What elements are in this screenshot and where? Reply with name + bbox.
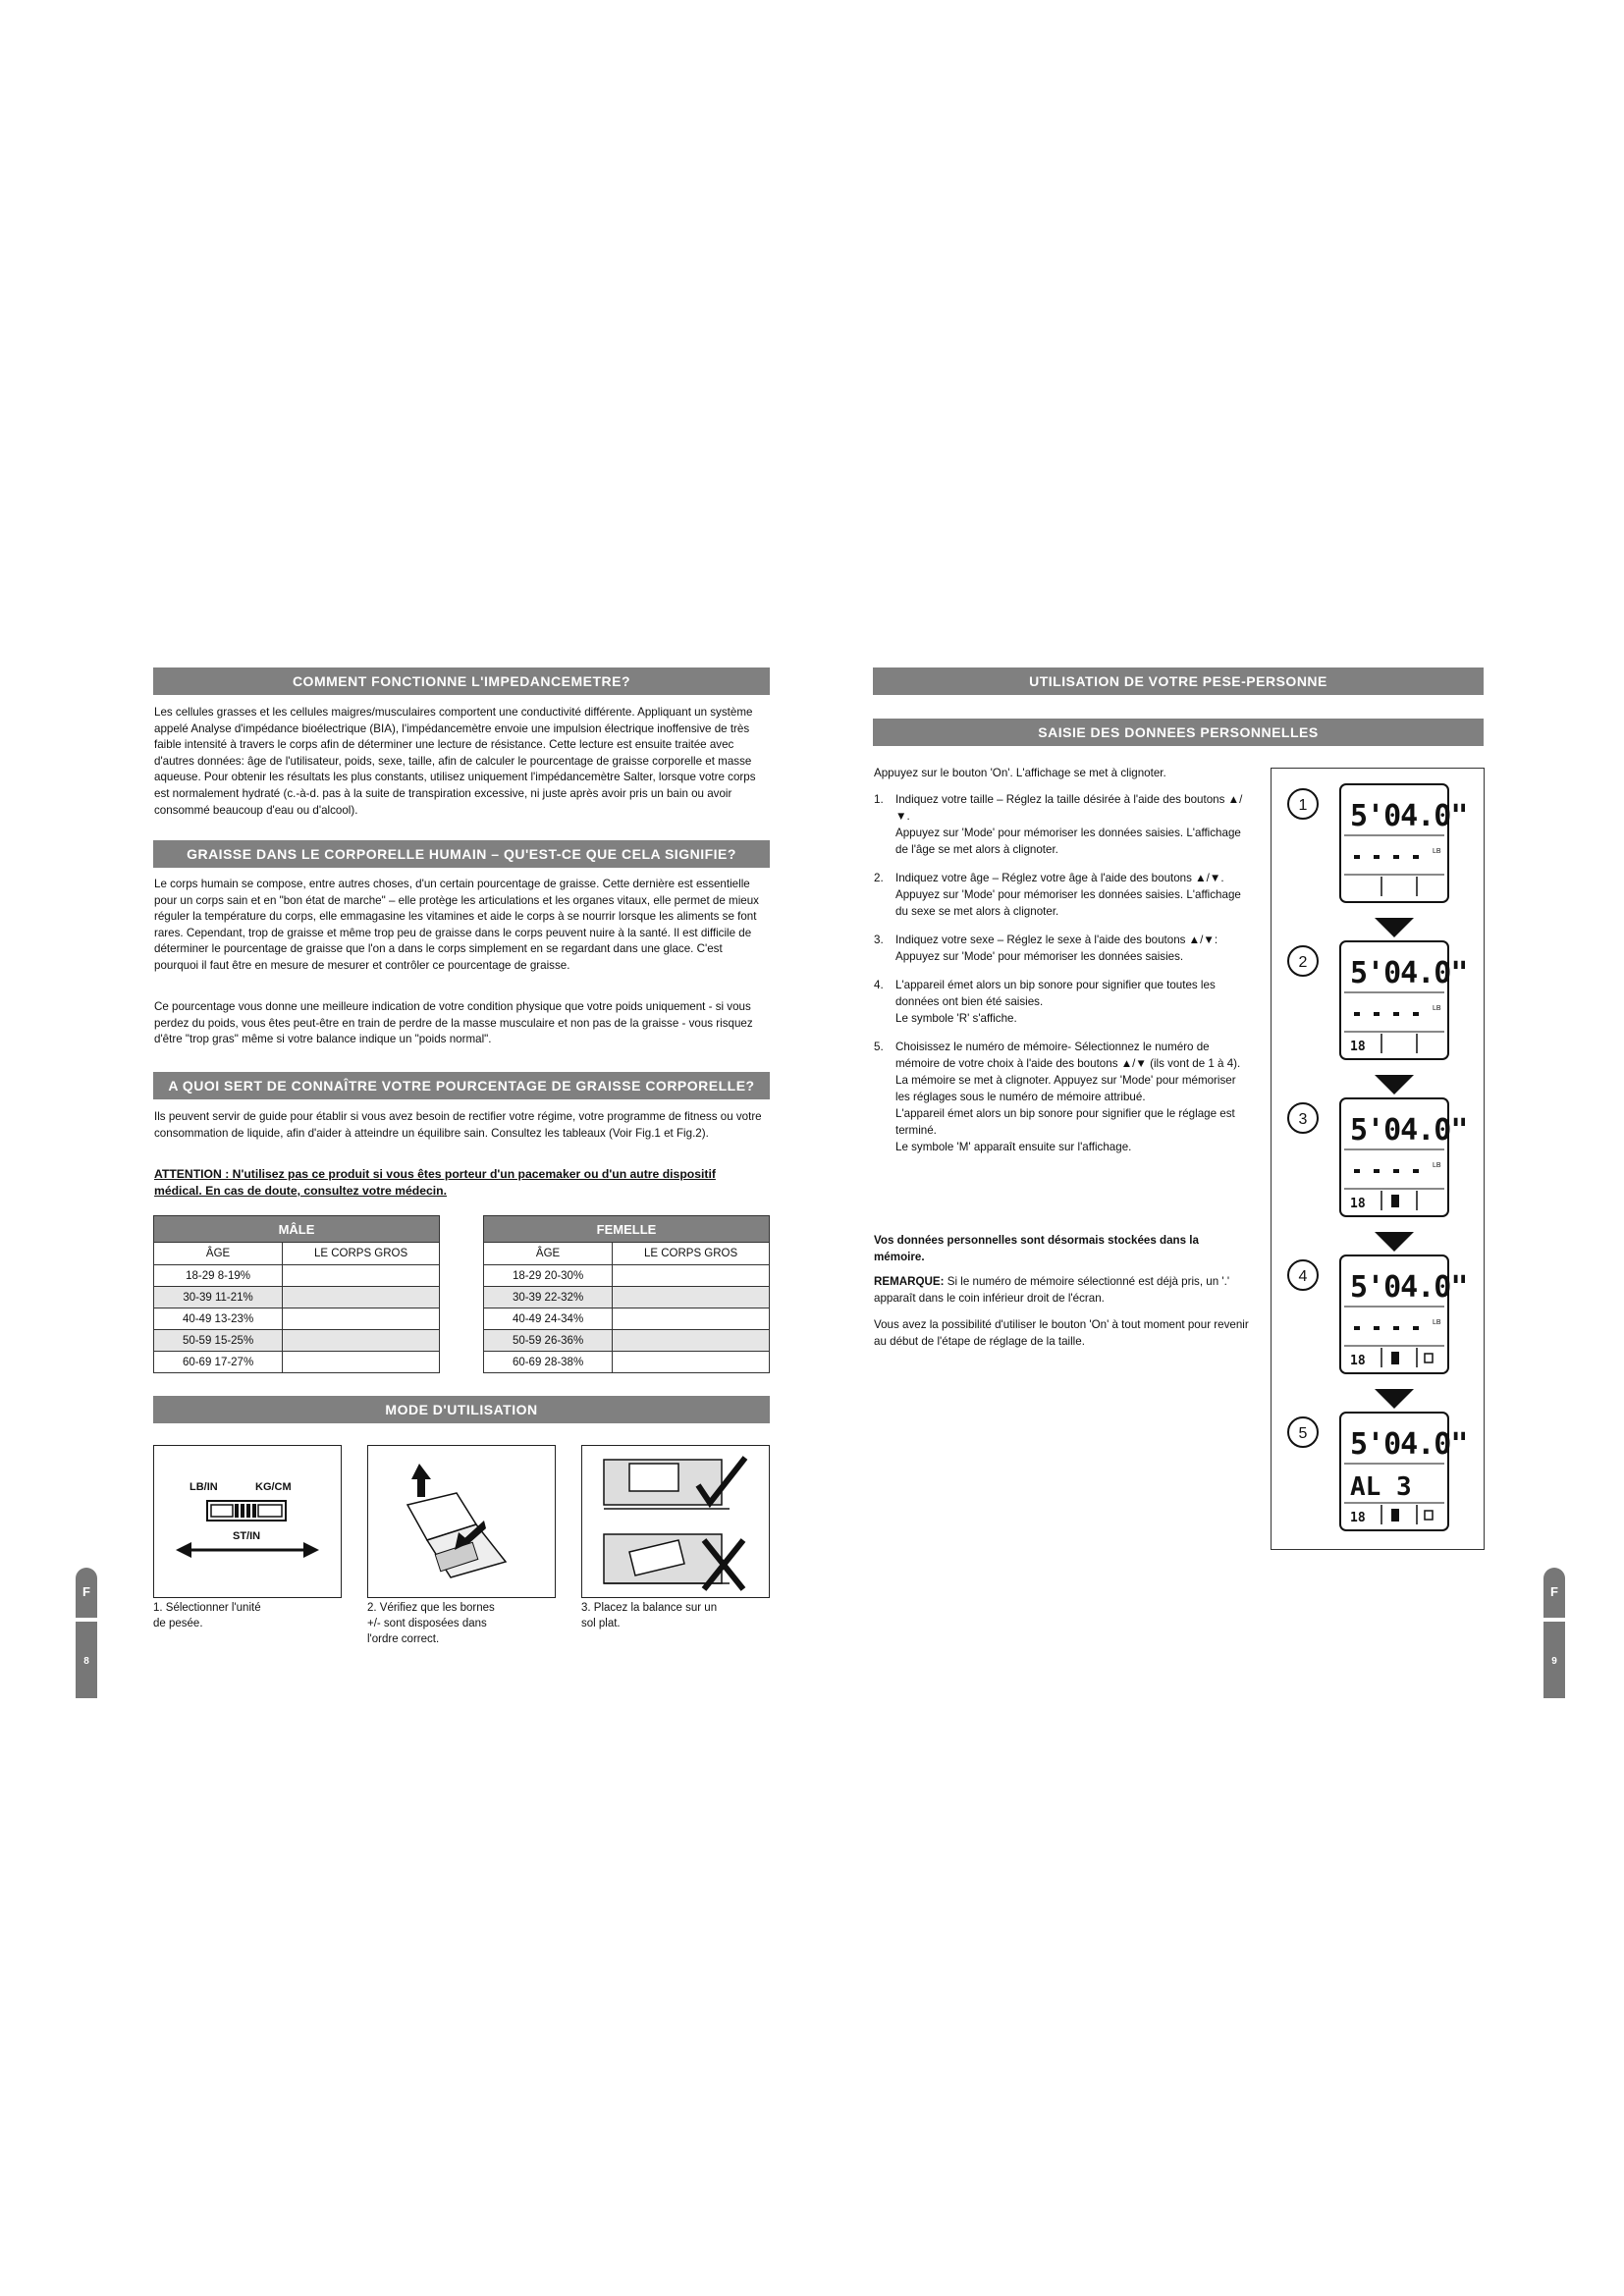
tab-divider-right	[1543, 1618, 1565, 1622]
lcd-dot-4-2	[1374, 1326, 1380, 1330]
lcd-dot-4-3	[1393, 1326, 1399, 1330]
male-row-1: 18-29 8-19%	[154, 1265, 283, 1287]
step-2: 2. Indiquez votre âge – Réglez votre âge à l'aide des boutons ▲/▼. Appuyez sur 'Mode' pour mémoriser les données saisies. L'affichage du sexe se met alors à clignoter.	[874, 872, 1241, 918]
tab-letter: F	[82, 1584, 90, 1599]
lcd-sequence-panel	[1271, 768, 1485, 1550]
label-stin: ST/IN	[233, 1530, 261, 1542]
closing-text: Vous avez la possibilité d'utiliser le bouton 'On' à tout moment pour revenir au début de l'étape de réglage de la taille.	[874, 1318, 1249, 1348]
why-know-paragraph: Ils peuvent servir de guide pour établir si vous avez besoin de rectifier votre régime, votre programme de fitness ou votre consommation de liquide, afin d'aider à atteindre un équilibre sain. Consultez les tableaux (Voir Fig.1 et Fig.2).	[154, 1110, 762, 1140]
down-arrow-3	[1375, 1232, 1414, 1252]
lcd-dot-3-1	[1354, 1169, 1360, 1173]
female-row-2: 30-39 22-32%	[484, 1287, 613, 1308]
lcd-reading-1: 5'04.0"	[1350, 799, 1468, 833]
step-number-3: 3	[1298, 1111, 1308, 1128]
female-col-age: ÂGE	[484, 1243, 613, 1265]
lcd-dot-4-1	[1354, 1326, 1360, 1330]
lcd-reading-4: 5'04.0"	[1350, 1270, 1468, 1305]
section-title-personal-data: SAISIE DES DONNEES PERSONNELLES	[873, 719, 1484, 746]
stored-text: Vos données personnelles sont désormais stockées dans la mémoire.	[874, 1234, 1199, 1263]
step-1: 1. Indiquez votre taille – Réglez la taille désirée à l'aide des boutons ▲/▼. Appuyez sur 'Mode' pour mémoriser les données saisies. L'affichage de l'âge se met alors à clignoter.	[874, 793, 1243, 856]
lcd-sequence-svg	[1272, 769, 1484, 1549]
male-col-age: ÂGE	[154, 1243, 283, 1265]
right-page	[812, 0, 1624, 2296]
down-arrow-2	[1375, 1075, 1414, 1095]
warning-text: ATTENTION : N'utilisez pas ce produit si vous êtes porteur d'un pacemaker ou d'un autre dispositif médical. En cas de doute, consultez votre médecin.	[154, 1167, 716, 1198]
step-3: 3. Indiquez votre sexe – Réglez le sexe à l'aide des boutons ▲/▼: Appuyez sur 'Mode' pour mémoriser les données saisies.	[874, 934, 1218, 963]
lcd-dot-3-3	[1393, 1169, 1399, 1173]
step-number-1: 1	[1298, 797, 1308, 814]
lcd-age-3: 18	[1350, 1197, 1366, 1211]
male-row-5: 60-69 17-27%	[154, 1352, 283, 1373]
caption-1: 1. Sélectionner l'unité de pesée.	[153, 1602, 261, 1629]
female-row-4: 50-59 26-36%	[484, 1330, 613, 1352]
figure-flat-floor	[581, 1445, 770, 1598]
female-col-fat: LE CORPS GROS	[613, 1243, 770, 1265]
lcd-gender-symbol-3	[1391, 1195, 1399, 1207]
down-arrow-1	[1375, 918, 1414, 937]
lcd-age-5: 18	[1350, 1511, 1366, 1525]
tab-letter-right: F	[1550, 1584, 1558, 1599]
female-table	[483, 1215, 770, 1373]
caption-2: 2. Vérifiez que les bornes +/- sont disposées dans l'ordre correct.	[367, 1602, 495, 1645]
lcd-dot-1-4	[1413, 855, 1419, 859]
male-table-title: MÂLE	[154, 1216, 440, 1243]
tab-divider	[76, 1618, 97, 1622]
section-title-why-know: A QUOI SERT DE CONNAÎTRE VOTRE POURCENTAGE DE GRAISSE CORPORELLE?	[153, 1072, 770, 1099]
remark: REMARQUE: Si le numéro de mémoire sélectionné est déjà pris, un '.' apparaît dans le coin inférieur droit de l'écran.	[874, 1275, 1230, 1305]
lcd-unit-2: LB	[1433, 1005, 1441, 1012]
lcd-memory-text: AL 3	[1350, 1472, 1412, 1502]
male-table	[153, 1215, 440, 1373]
male-col-fat: LE CORPS GROS	[283, 1243, 440, 1265]
down-arrow-4	[1375, 1389, 1414, 1409]
steps-list	[874, 791, 1253, 1167]
page-number-right: 9	[1551, 1656, 1557, 1667]
lcd-dot-3-2	[1374, 1169, 1380, 1173]
body-fat-paragraph-2: Ce pourcentage vous donne une meilleure indication de votre condition physique que votre poids uniquement - si vous perdez du poids, vous êtes peut-être en train de perdre de la masse musculaire et non pas de la graisse - vous risquez d'être "trop gras" même si votre balance indique un "poids normal".	[154, 1000, 753, 1046]
lcd-reading-2: 5'04.0"	[1350, 956, 1468, 990]
lcd-dot-2-3	[1393, 1012, 1399, 1016]
step-5: 5. Choisissez le numéro de mémoire- Sélectionnez le numéro de mémoire de votre choix à l'aide des boutons ▲/▼ (ils vont de 1 à 4). La mémoire se met à clignoter. Appuyez sur 'Mode' pour mémoriser les réglages sous le numéro de mémoire attribué. L'appareil émet alors un bip sonore pour signifier que le réglage est terminé. Le symbole 'M' apparaît ensuite sur l'affichage.	[874, 1041, 1241, 1153]
page-number: 8	[83, 1656, 89, 1667]
section-title-mode: MODE D'UTILISATION	[153, 1396, 770, 1423]
male-row-3: 40-49 13-23%	[154, 1308, 283, 1330]
lcd-age-4: 18	[1350, 1354, 1366, 1368]
intro-text: Appuyez sur le bouton 'On'. L'affichage se met à clignoter.	[874, 767, 1166, 779]
lcd-unit-3: LB	[1433, 1162, 1441, 1169]
lcd-dot-2-4	[1413, 1012, 1419, 1016]
male-row-2: 30-39 11-21%	[154, 1287, 283, 1308]
step-number-2: 2	[1298, 954, 1308, 971]
male-row-4: 50-59 15-25%	[154, 1330, 283, 1352]
female-row-5: 60-69 28-38%	[484, 1352, 613, 1373]
lcd-gender-symbol-4	[1391, 1352, 1399, 1364]
battery-install-icon	[368, 1446, 555, 1597]
impedance-paragraph: Les cellules grasses et les cellules maigres/musculaires comportent une conductivité différente. Appliquant un système appelé Analyse d'impédance bioélectrique (BIA), l'impédancemètre envoie une impulsion électrique inoffensive de très faible intensité à travers le corps afin de déterminer une lecture de résistance. Cette lecture est ensuite traitée avec d'autres données: âge de l'utilisateur, poids, sexe, taille, afin de calculer le pourcentage de graisse corporelle et masse aqueuse. Pour obtenir les résultats les plus constants, utilisez uniquement l'impédancemètre Salter, lorsque votre corps est normalement hydraté (c.-à-d. pas à la suite de transpiration excessive, ni juste après avoir pris un bain ou avoir consommé beaucoup d'eau ou d'alcool).	[154, 706, 756, 817]
section-title-usage: UTILISATION DE VOTRE PESE-PERSONNE	[873, 667, 1484, 695]
figure-unit-switch	[153, 1445, 342, 1598]
lcd-reading-3: 5'04.0"	[1350, 1113, 1468, 1148]
lcd-dot-1-1	[1354, 855, 1360, 859]
lcd-dot-2-2	[1374, 1012, 1380, 1016]
lcd-age-2: 18	[1350, 1040, 1366, 1054]
lcd-gender-symbol-5	[1391, 1509, 1399, 1522]
label-lbin: LB/IN	[189, 1481, 218, 1493]
lcd-dot-1-3	[1393, 855, 1399, 859]
flat-floor-icon	[582, 1446, 769, 1597]
caption-3: 3. Placez la balance sur un sol plat.	[581, 1602, 718, 1629]
label-kgcm: KG/CM	[255, 1481, 292, 1493]
step-number-4: 4	[1298, 1268, 1308, 1285]
section-title-impedance: COMMENT FONCTIONNE L'IMPEDANCEMETRE?	[153, 667, 770, 695]
female-row-1: 18-29 20-30%	[484, 1265, 613, 1287]
step-number-5: 5	[1298, 1425, 1308, 1442]
section-title-body-fat: GRAISSE DANS LE CORPORELLE HUMAIN – QU'EST-CE QUE CELA SIGNIFIE?	[153, 840, 770, 868]
female-row-3: 40-49 24-34%	[484, 1308, 613, 1330]
figure-battery	[367, 1445, 556, 1598]
lcd-unit-4: LB	[1433, 1319, 1441, 1326]
lcd-reading-5: 5'04.0"	[1350, 1427, 1468, 1462]
body-fat-paragraph-1: Le corps humain se compose, entre autres choses, d'un certain pourcentage de graisse. Cette dernière est essentielle pour un corps sain et en "bon état de marche" – elle protège les articulations et les organes vitaux, elle permet de mieux réguler la température du corps, elle emmagasine les vitamines et aide le corps à se nourrir lorsque les aliments se font rares. Cependant, trop de graisse et même trop peu de graisse dans le corps peuvent nuire à la santé. Il est difficile de déterminer le pourcentage de graisse que l'on a dans le corps simplement en se regardant dans une glace. C'est pourquoi il faut être en mesure de mesurer et contrôler ce pourcentage de graisse.	[154, 878, 759, 972]
female-table-title: FEMELLE	[484, 1216, 770, 1243]
lcd-dot-2-1	[1354, 1012, 1360, 1016]
step-4: 4. L'appareil émet alors un bip sonore pour signifier que toutes les données ont bien été saisies. Le symbole 'R' s'affiche.	[874, 979, 1216, 1025]
lcd-dot-4-4	[1413, 1326, 1419, 1330]
lcd-unit-1: LB	[1433, 848, 1441, 855]
lcd-dot-3-4	[1413, 1169, 1419, 1173]
lcd-dot-1-2	[1374, 855, 1380, 859]
